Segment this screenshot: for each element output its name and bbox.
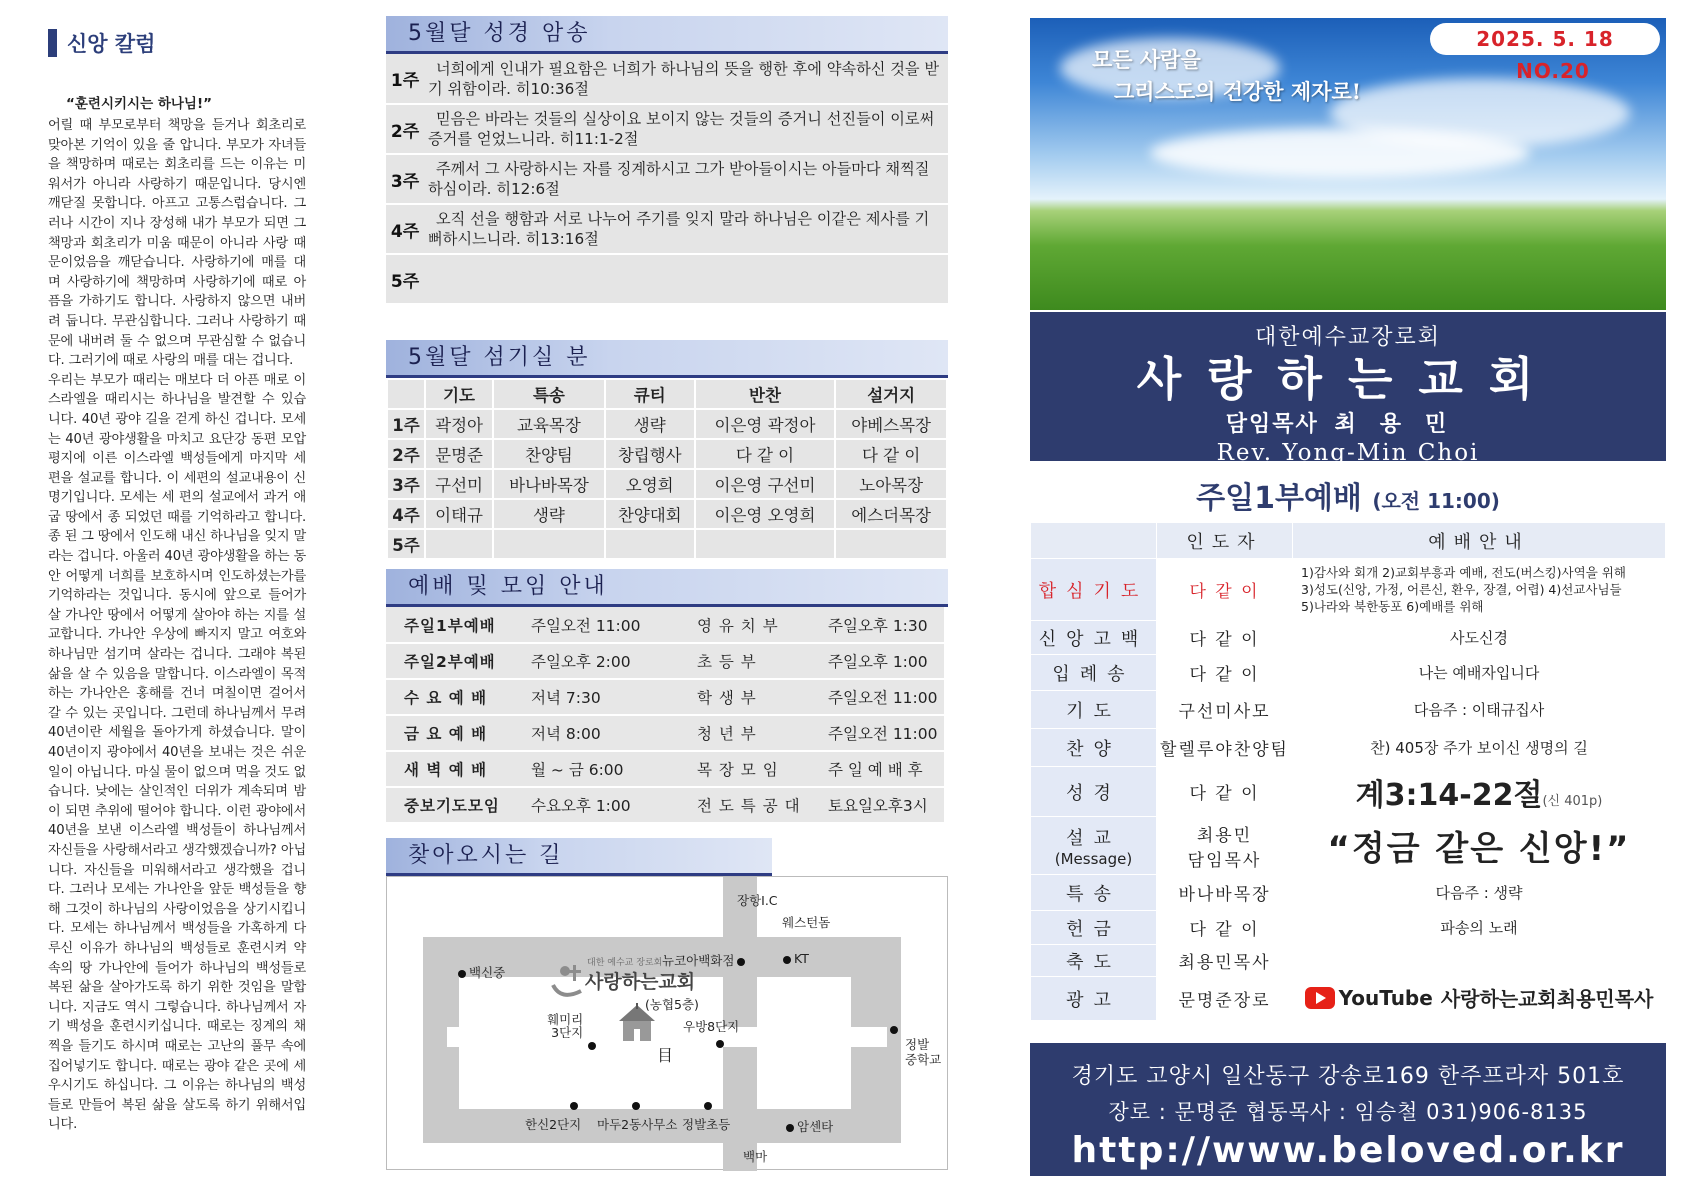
duty-cell: 다 같 이: [695, 439, 836, 469]
verse-row: [386, 154, 948, 204]
map-church-name: 사랑하는교회: [585, 971, 696, 993]
order-item-label: 특송: [1066, 883, 1121, 905]
order-leader: [1157, 911, 1293, 945]
meeting-time: 토요일오후3시: [816, 787, 944, 823]
order-guide-text: 다음주 : 이태규집사: [1413, 701, 1545, 719]
order-guide: [1293, 911, 1666, 945]
duty-cell: 다 같 이: [835, 439, 947, 469]
order-leader-label: 할렐루야찬양팀: [1160, 740, 1289, 760]
order-item: [1031, 945, 1157, 977]
order-leader: [1157, 621, 1293, 655]
pastor-english-name: Rev. Yong-Min Choi: [1216, 440, 1480, 466]
issue-badge: [1430, 23, 1660, 83]
duty-row: [387, 409, 947, 439]
pastor-line: [1030, 407, 1666, 438]
order-item: [1031, 559, 1157, 621]
order-item-sub: (Message): [1054, 849, 1133, 868]
order-item-label: 광고: [1066, 989, 1121, 1011]
order-guide: [1293, 655, 1666, 691]
map-label-woobang: 우방8단지: [683, 1019, 740, 1034]
map-label-jeongbal-elem: 정발초등: [682, 1117, 731, 1132]
worship-row: [386, 751, 944, 787]
verse-text: [424, 254, 948, 304]
verse-text: 오직 선을 행함과 서로 나누어 주기를 잊지 말라 하나님은 이같은 제사를 기뻐하시느니라. 히13:16절: [424, 204, 948, 254]
duty-cell: [695, 529, 836, 559]
pastor-name: 최용민: [1334, 412, 1471, 437]
meeting-name: 목 장 모 임: [689, 751, 816, 787]
order-leader-label: 다 같 이: [1189, 920, 1260, 940]
order-guide: [1293, 559, 1666, 621]
order-item-label: 찬양: [1066, 738, 1121, 760]
meeting-name: 학 생 부: [689, 679, 816, 715]
order-row: [1031, 977, 1666, 1021]
map-label-kt: KT: [780, 951, 809, 966]
order-leader: [1157, 817, 1293, 875]
order-guide: [1293, 767, 1666, 817]
order-header-leader: 인도자: [1157, 523, 1293, 559]
map-label-cancer-center: 암센타: [783, 1117, 833, 1135]
map-label-nonghyup: (농협5층): [645, 997, 699, 1012]
verse-section-title: 5월달 성경 암송: [386, 16, 948, 54]
order-row: [1031, 945, 1666, 977]
duty-cell: [835, 529, 947, 559]
order-leader: [1157, 559, 1293, 621]
order-guide-text: 찬) 405장 주가 보이신 생명의 길: [1370, 739, 1588, 757]
bulletin-number: NO.20: [1516, 59, 1590, 83]
order-header-row: [1031, 523, 1666, 559]
order-header-blank: [1031, 523, 1157, 559]
column-heading: [48, 28, 306, 58]
church-name: 사랑하는교회: [1136, 352, 1560, 406]
youtube-channel-name: 사랑하는교회최용민목사: [1440, 987, 1654, 1012]
verse-text: 너희에게 인내가 필요함은 너희가 하나님의 뜻을 행한 후에 약속하신 것을 받기 위함이라. 히10:36절: [424, 54, 948, 104]
order-leader-sub: 담임목사: [1187, 850, 1262, 871]
order-guide: [1293, 977, 1666, 1021]
order-row: [1031, 911, 1666, 945]
order-item-label: 합심기도: [1038, 580, 1149, 602]
verse-week: 1주: [386, 54, 424, 104]
meeting-name: 영 유 치 부: [689, 607, 816, 643]
duty-week: 4주: [387, 499, 425, 529]
worship-name: 수 요 예 배: [386, 679, 521, 715]
order-item-label: 설교: [1066, 827, 1121, 849]
column-title: 신앙 칼럼: [67, 32, 156, 56]
church-address: 경기도 고양시 일산동구 강송로169 한주프라자 501호: [1071, 1064, 1625, 1089]
map-label-baeksin: 백신중: [455, 963, 505, 981]
order-row: [1031, 875, 1666, 911]
worship-time: 저녁 7:30: [521, 679, 689, 715]
worship-name: 새 벽 예 배: [386, 751, 521, 787]
service-title: [1030, 473, 1666, 517]
meeting-name: 청 년 부: [689, 715, 816, 751]
church-banner: [1030, 312, 1666, 466]
order-leader-label: 최용민목사: [1178, 953, 1271, 973]
map-label-jhic: 장항I.C: [737, 893, 778, 908]
duty-header: 기도: [425, 379, 493, 409]
map-label-westerndom: 웨스턴돔: [782, 915, 831, 930]
youtube-icon: [1305, 987, 1335, 1009]
worship-name: 중보기도모임: [386, 787, 521, 823]
heading-bar: [48, 29, 57, 57]
map-dot-madu: [629, 1097, 643, 1112]
worship-time: 저녁 8:00: [521, 715, 689, 751]
worship-row: [386, 679, 944, 715]
slogan-line2: 그리스도의 건강한 제자로!: [1114, 79, 1361, 104]
scripture-reference: 계3:14-22절: [1355, 777, 1543, 813]
map-label-newcore: 뉴코아백화점: [662, 951, 748, 969]
church-website-link[interactable]: http://www.beloved.or.kr: [1071, 1130, 1625, 1171]
order-header-guide: 예배안내: [1293, 523, 1666, 559]
meeting-name: 전 도 특 공 대: [689, 787, 816, 823]
duty-week: 5주: [387, 529, 425, 559]
duty-cell: 오영희: [605, 469, 695, 499]
order-leader-label: 다 같 이: [1189, 582, 1260, 602]
map-dot-hanshin: [567, 1097, 581, 1112]
order-item: [1031, 621, 1157, 655]
duty-cell: 노아목장: [835, 469, 947, 499]
order-row: [1031, 817, 1666, 875]
order-item: [1031, 767, 1157, 817]
worship-name: 주일1부예배: [386, 607, 521, 643]
order-guide-text: 사도신경: [1450, 629, 1508, 647]
youtube-wordmark: YouTube: [1338, 985, 1433, 1010]
verse-week: 4주: [386, 204, 424, 254]
verse-section: [386, 16, 948, 305]
duty-cell: 교육목장: [493, 409, 605, 439]
order-leader-label: 구선미사모: [1178, 702, 1271, 722]
order-row: [1031, 559, 1666, 621]
order-leader: [1157, 945, 1293, 977]
verse-row: [386, 254, 948, 304]
duty-week: 3주: [387, 469, 425, 499]
essay-title: “훈련시키시는 하나님!”: [66, 96, 212, 112]
order-guide-text: 파송의 노래: [1440, 919, 1518, 937]
bulletin-date: 2025. 5. 18: [1476, 27, 1614, 51]
order-guide: [1293, 729, 1666, 767]
meeting-time: 주일오전 11:00: [816, 715, 944, 751]
duty-header: 특송: [493, 379, 605, 409]
order-row: [1031, 691, 1666, 729]
map-label-baekma: 백마: [743, 1149, 768, 1164]
church-footer: [1030, 1043, 1666, 1176]
worship-row: [386, 715, 944, 751]
essay-body: 어릴 때 부모로부터 책망을 듣거나 회초리로 맞아본 기억이 있을 줄 압니다. 부모가 자녀들을 책망하며 때로는 회초리를 드는 이유는 미워서가 아니라 사랑하기 때문입니다. 당시엔 깨닫질 못합니다. 아프고 고통스럽습니다. 그러나 시간이 지나 장성해 내가 부모가 되면 그 책망과 회초리가 미움 때문이 아니라 사랑 때문이었음을 깨닫습니다. 사랑하기에 매를 대며 사랑하기에 책망하며 사랑하기에 때로 아픔을 가하기도 합니다. 사랑하지 않으면 내버려 둡니다. 무관심합니다. 그러나 사랑하기 때문에 내버려 둘 수 없으며 무관심할 수 없습니다. 그러기에 때로 사랑의 매를 대는 겁니다. 우리는 부모가 때리는 매보다 더 아픈 매로 이스라엘을 때리시는 하나님을 발견할 수 있습니다. 40년 광야 길을 걷게 하신 겁니다. 모세는 40년 광야생활을 마치고 요단강 동편 모압 평지에 이른 이스라엘 백성들에게 마지막 세 편을 설교를 합니다. 이 세편의 설교내용이 신명기입니다. 모세는 세 편의 설교에서 과거 애굽 땅에서 종 되었던 때를 기억하라고 합니다. 종 된 그 땅에서 인도해 내신 하나님을 잊지 말라는 겁니다. 아울러 40년 광야생활을 하는 동안 어떻게 너희를 보호하시며 인도하셨는가를 기억하라는 것입니다. 동시에 앞으로 들어가 살 가나안 땅에서 어떻게 살아야 하는 지를 설교합니다. 가나안 우상에 빠지지 말고 여호와 하나님만 섬기며 살라는 겁니다. 그래야 복된 삶을 살 수 있음을 말합니다. 이스라엘이 목적하는 가나안은 홍해를 건너 며칠이면 걸어서 갈 수 있는 곳입니다. 그런데 하나님께서 무려 40년이란 세월을 돌아가게 하셨습니다. 말이 40년이지 광야에서 40년을 보내는 것은 쉬운 일이 아닙니다. 마실 물이 없으며 먹을 것도 없습니다. 낮에는 살인적인 더위가 계속되며 밤이 되면 추위에 떨어야 합니다. 이런 광야에서 40년을 보낸 이스라엘 백성들이 하나님께서 자신들을 사랑해서라고 생각했겠습니까? 아닙니다. 자신들을 미워해서라고 생각했을 겁니다. 그러나 모세는 가나안을 앞둔 백성들을 향해 그것이 하나님의 사랑이었음을 상기시킵니다. 모세는 하나님께서 백성들을 가혹하게 다루신 이유가 하나님의 백성들로 훈련시켜 약속의 땅 가나안에 들어가 하나님의 백성들로 복된 삶을 살아가도록 하기 위한 것임을 말합니다. 지금도 역시 그렇습니다. 하나님께서 자기 백성을 훈련시키십니다. 때로는 징계의 채찍을 들기도 하시며 때로는 고난의 풀무 속에 집어넣기도 합니다. 때로는 광야 같은 곳에 세우시기도 하십니다. 그 이유는 하나님의 백성들로 만들어 복된 삶을 살도록 하기 위해서입니다.: [48, 118, 306, 1133]
service-time: (오전 11:00): [1372, 489, 1500, 513]
order-item: [1031, 729, 1157, 767]
prayer-topics: 1)감사와 회개 2)교회부흥과 예배, 전도(버스킹)사역을 위해 3)성도(신앙, 가정, 어른신, 환우, 장결, 어렵) 4)선교사님들 5)나라와 북한동포 6)예배를 위해: [1301, 565, 1626, 614]
duty-cell: 구선미: [425, 469, 493, 499]
duty-cell: 이은영 오영희: [695, 499, 836, 529]
verse-row: [386, 104, 948, 154]
duty-header: 큐티: [605, 379, 695, 409]
meeting-name: 초 등 부: [689, 643, 816, 679]
church-building-icon: [615, 1003, 659, 1043]
slogan-line1: 모든 사람을: [1092, 47, 1201, 72]
order-item: [1031, 977, 1157, 1021]
duty-cell: 생략: [493, 499, 605, 529]
order-leader-label: 다 같 이: [1189, 784, 1260, 804]
order-item: [1031, 911, 1157, 945]
order-leader: [1157, 875, 1293, 911]
crosswalk-icon: 目: [657, 1046, 674, 1065]
worship-row: [386, 607, 944, 643]
map-label-madu: 마두2동사무소: [597, 1117, 678, 1132]
duty-header: 설거지: [835, 379, 947, 409]
worship-time: 주일오전 11:00: [521, 607, 689, 643]
duty-row: [387, 529, 947, 559]
order-row: [1031, 655, 1666, 691]
duty-cell: 에스더목장: [835, 499, 947, 529]
order-leader: [1157, 729, 1293, 767]
duty-section-title: 5월달 섬기실 분: [386, 340, 948, 378]
duty-cell: 야베스목장: [835, 409, 947, 439]
cloud-shape: [1150, 128, 1530, 178]
verse-text: 주께서 그 사랑하시는 자를 징계하시고 그가 받아들이시는 아들마다 채찍질하심이라. 히12:6절: [424, 154, 948, 204]
duty-cell: [493, 529, 605, 559]
duty-row: [387, 439, 947, 469]
meeting-time: 주 일 예 배 후: [816, 751, 944, 787]
order-guide: [1293, 817, 1666, 875]
pastor-title: 담임목사: [1225, 412, 1319, 437]
verse-row: [386, 204, 948, 254]
order-item: [1031, 655, 1157, 691]
denomination: 대한예수교장로회: [1254, 325, 1442, 350]
order-leader-label: 최용민: [1196, 825, 1253, 846]
order-leader: [1157, 767, 1293, 817]
meeting-time: 주일오전 11:00: [816, 679, 944, 715]
duty-week: 1주: [387, 409, 425, 439]
order-item-label: 기도: [1066, 700, 1121, 722]
order-guide: [1293, 621, 1666, 655]
order-guide: [1293, 875, 1666, 911]
directions-section: [386, 838, 948, 876]
order-item: [1031, 817, 1157, 875]
church-staff-contact: 장로 : 문명준 협동목사 : 임승철 031)906-8135: [1108, 1100, 1588, 1124]
order-guide-text: 다음주 : 생략: [1435, 884, 1523, 902]
order-leader-label: 바나바목장: [1178, 885, 1271, 905]
directions-title: 찾아오시는 길: [386, 838, 772, 876]
duty-cell: 찬양팀: [493, 439, 605, 469]
order-leader: [1157, 977, 1293, 1021]
map-church-denomination: 대한 예수교 장로회: [587, 958, 663, 968]
order-guide-text: 나는 예배자입니다: [1418, 664, 1540, 682]
order-guide: [1293, 691, 1666, 729]
order-item-label: 헌금: [1066, 918, 1121, 940]
order-item: [1031, 691, 1157, 729]
map-dot-woobang: [713, 1035, 727, 1050]
order-leader-label: 다 같 이: [1189, 630, 1260, 650]
worship-time: 주일오후 2:00: [521, 643, 689, 679]
duty-cell: 이은영 곽정아: [695, 409, 836, 439]
order-item-label: 축도: [1066, 951, 1121, 973]
order-item: [1031, 875, 1157, 911]
duty-cell: [425, 529, 493, 559]
worship-table: [386, 607, 944, 824]
duty-cell: 생략: [605, 409, 695, 439]
directions-map: [386, 876, 948, 1170]
order-leader: [1157, 655, 1293, 691]
scripture-page: (신 401p): [1542, 793, 1603, 809]
worship-section-title: 예배 및 모임 안내: [386, 569, 948, 607]
order-item-label: 입례송: [1052, 663, 1135, 685]
duty-cell: 이태규: [425, 499, 493, 529]
meeting-time: 주일오후 1:00: [816, 643, 944, 679]
map-label-family3: 훼미리 3단지: [547, 1012, 584, 1040]
map-dot-jeongbal: [701, 1097, 715, 1112]
order-leader-label: 다 같 이: [1189, 665, 1260, 685]
worship-name: 금 요 예 배: [386, 715, 521, 751]
map-dot-jeongbal-mid: [887, 1021, 901, 1036]
order-guide: [1293, 945, 1666, 977]
order-item-label: 성경: [1066, 782, 1121, 804]
verse-week: 2주: [386, 104, 424, 154]
duty-header: 반찬: [695, 379, 836, 409]
meeting-time: 주일오후 1:30: [816, 607, 944, 643]
duty-cell: 이은영 구선미: [695, 469, 836, 499]
worship-row: [386, 643, 944, 679]
verse-table: [386, 54, 948, 305]
verse-week: 3주: [386, 154, 424, 204]
map-label-hanshin: 한신2단지: [525, 1117, 582, 1132]
duty-cell: 창립행사: [605, 439, 695, 469]
faith-column: [48, 28, 306, 1135]
verse-text: 믿음은 바라는 것들의 실상이요 보이지 않는 것들의 증거니 선진들이 이로써 증거를 얻었느니라. 히11:1-2절: [424, 104, 948, 154]
duty-week: 2주: [387, 439, 425, 469]
duty-cell: 곽정아: [425, 409, 493, 439]
worship-section: [386, 569, 948, 824]
order-row: [1031, 767, 1666, 817]
order-row: [1031, 621, 1666, 655]
order-leader: [1157, 691, 1293, 729]
worship-time: 월 ~ 금 6:00: [521, 751, 689, 787]
slogan: [1092, 44, 1361, 108]
duty-cell: 찬양대회: [605, 499, 695, 529]
church-logo-icon: [547, 961, 587, 1003]
worship-name: 주일2부예배: [386, 643, 521, 679]
duty-cell: 문명준: [425, 439, 493, 469]
youtube-channel-link[interactable]: [1305, 983, 1654, 1012]
duty-section: [386, 340, 948, 560]
map-dot-family: [585, 1037, 599, 1052]
service-name: 주일1부예배: [1196, 481, 1362, 516]
worship-row: [386, 787, 944, 823]
order-of-service-table: [1030, 522, 1666, 1021]
worship-time: 수요오후 1:00: [521, 787, 689, 823]
duty-row: [387, 499, 947, 529]
verse-week: 5주: [386, 254, 424, 304]
sermon-title: “정금 같은 신앙!”: [1327, 829, 1631, 869]
order-row: [1031, 729, 1666, 767]
duty-row: [387, 469, 947, 499]
map-label-jeongbal-mid: 정발 중학교: [905, 1037, 942, 1067]
duty-cell: 바나바목장: [493, 469, 605, 499]
order-item-label: 신앙고백: [1038, 628, 1149, 650]
verse-row: [386, 54, 948, 104]
duty-cell: [605, 529, 695, 559]
duty-table: [386, 378, 948, 560]
order-leader-label: 문명준장로: [1178, 991, 1271, 1011]
duty-header: [387, 379, 425, 409]
